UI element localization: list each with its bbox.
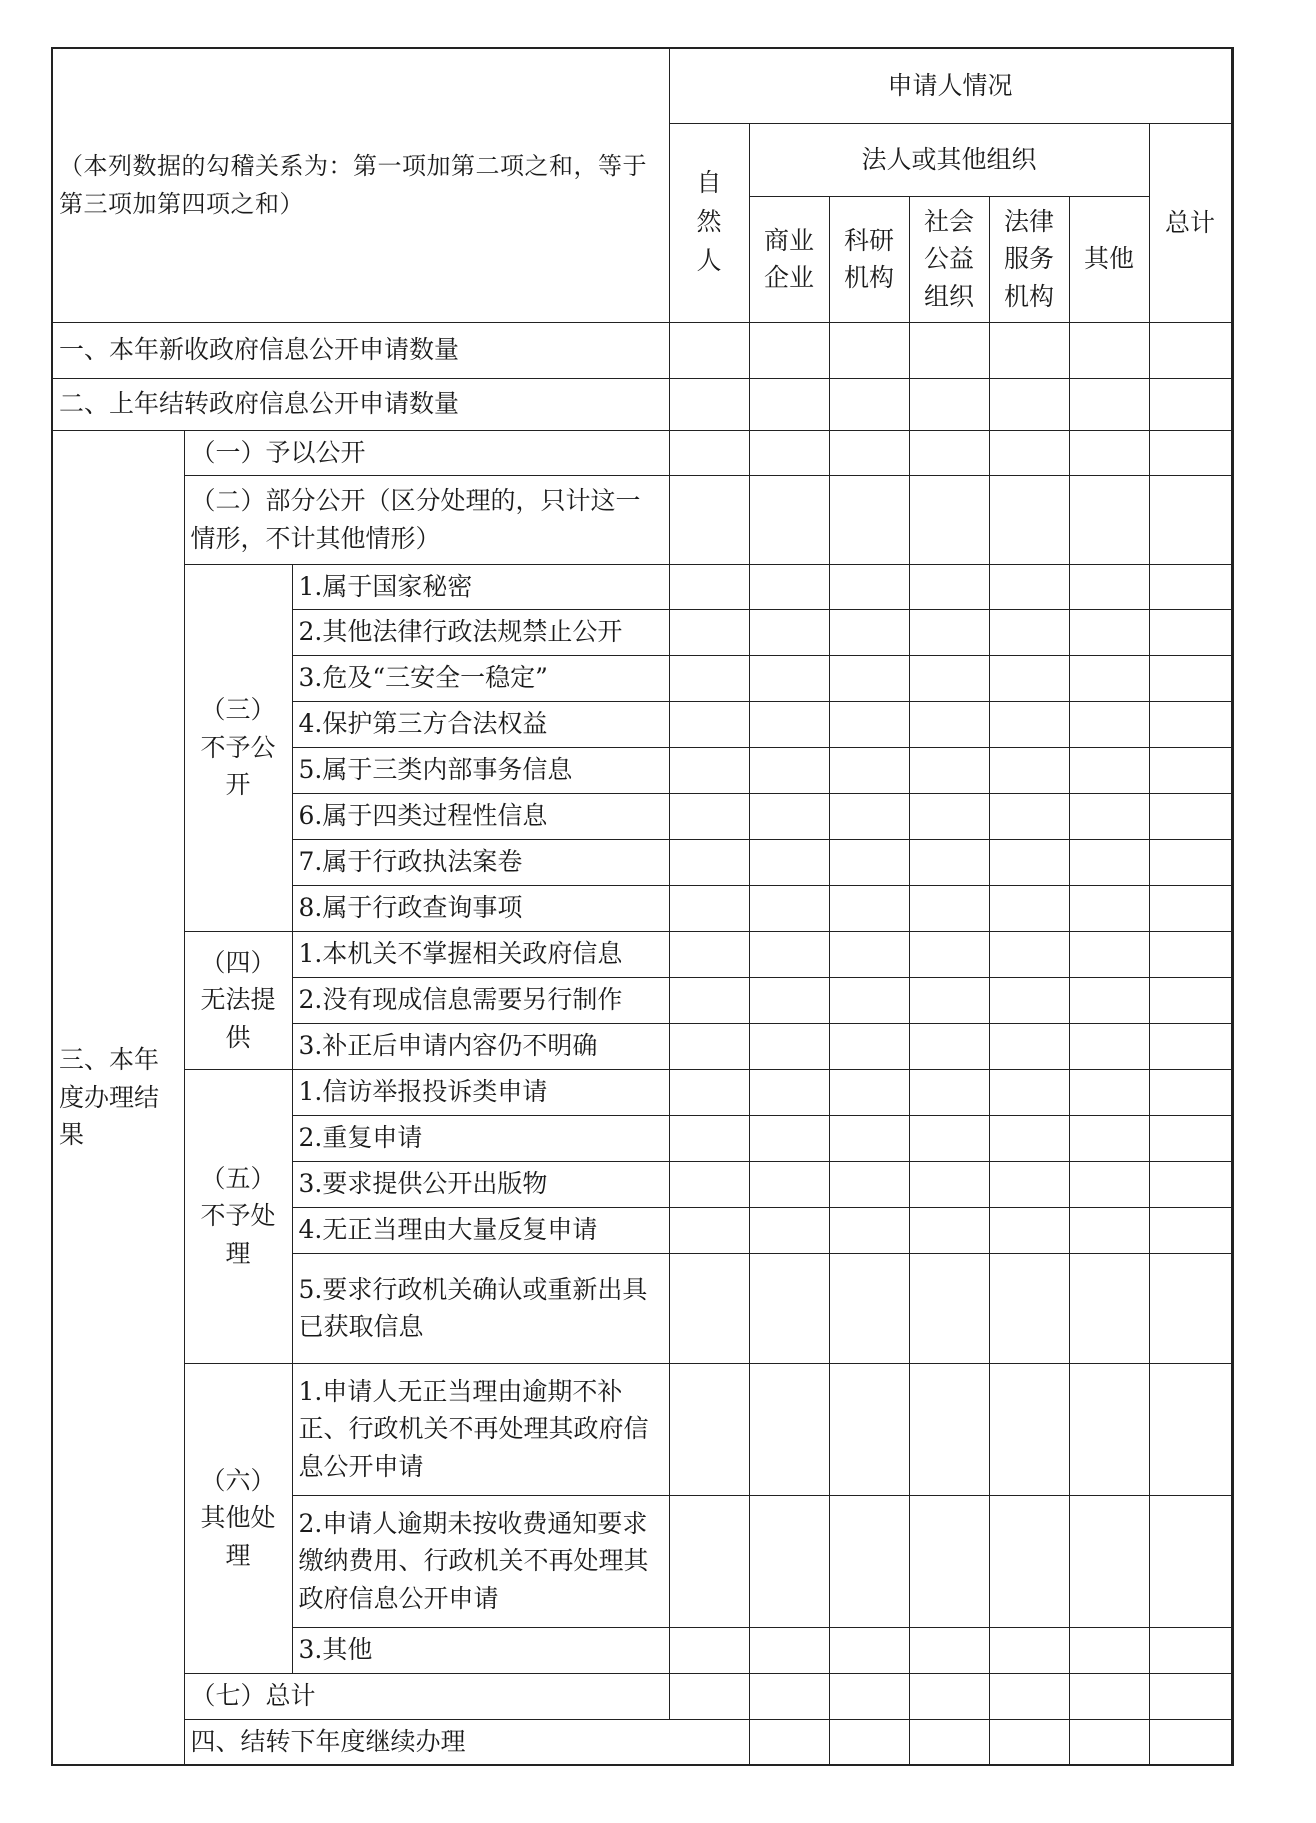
social-label: 社会公益组织 <box>924 206 975 311</box>
data-cell[interactable] <box>1069 1115 1149 1161</box>
data-cell[interactable] <box>909 430 989 475</box>
data-cell[interactable] <box>1149 378 1231 430</box>
data-cell[interactable] <box>1069 1207 1149 1253</box>
data-cell[interactable] <box>829 655 909 701</box>
data-cell[interactable] <box>1069 793 1149 839</box>
data-cell[interactable] <box>829 931 909 977</box>
data-cell[interactable] <box>829 839 909 885</box>
data-cell[interactable] <box>989 430 1069 475</box>
data-cell[interactable] <box>749 747 829 793</box>
data-cell[interactable] <box>669 1363 749 1495</box>
data-cell[interactable] <box>669 655 749 701</box>
data-cell[interactable] <box>829 977 909 1023</box>
row-label: 6.属于四类过程性信息 <box>292 793 669 839</box>
header-note-cell <box>52 48 669 322</box>
data-cell[interactable] <box>669 378 749 430</box>
data-cell[interactable] <box>749 1023 829 1069</box>
data-cell[interactable] <box>1149 977 1231 1023</box>
data-cell[interactable] <box>909 839 989 885</box>
group-6-text: （六）其他处理 <box>200 1465 276 1570</box>
data-cell[interactable] <box>749 564 829 609</box>
data-cell[interactable] <box>1149 430 1231 475</box>
other-header: 其他 <box>1069 196 1149 322</box>
row-label: 5.要求行政机关确认或重新出具已获取信息 <box>292 1253 669 1363</box>
data-cell[interactable] <box>1069 1627 1149 1673</box>
data-cell[interactable] <box>1149 1115 1231 1161</box>
data-cell[interactable] <box>989 1719 1069 1765</box>
row-label: （一）予以公开 <box>184 430 669 475</box>
natural-person-label: 自然人 <box>696 168 722 275</box>
data-cell[interactable] <box>1069 655 1149 701</box>
data-cell[interactable] <box>669 430 749 475</box>
data-cell[interactable] <box>669 1207 749 1253</box>
research-header <box>829 196 909 322</box>
data-cell[interactable] <box>1069 378 1149 430</box>
data-cell[interactable] <box>989 609 1069 655</box>
row-label: 2.重复申请 <box>292 1115 669 1161</box>
row-label: 1.属于国家秘密 <box>292 564 669 609</box>
data-cell[interactable] <box>909 977 989 1023</box>
row-label: （七）总计 <box>184 1673 669 1719</box>
group-3-text: （三）不予公开 <box>200 695 276 800</box>
data-cell[interactable] <box>749 839 829 885</box>
data-cell[interactable] <box>749 1161 829 1207</box>
data-cell[interactable] <box>1069 1161 1149 1207</box>
legal-service-label: 法律服务机构 <box>1004 206 1055 311</box>
data-cell[interactable] <box>1149 1719 1231 1765</box>
data-cell[interactable] <box>669 885 749 931</box>
data-cell[interactable] <box>909 475 989 564</box>
data-cell[interactable] <box>989 1253 1069 1363</box>
data-cell[interactable] <box>829 1627 909 1673</box>
data-cell[interactable] <box>989 793 1069 839</box>
data-cell[interactable] <box>909 1627 989 1673</box>
data-cell[interactable] <box>829 701 909 747</box>
data-cell[interactable] <box>829 1161 909 1207</box>
data-cell[interactable] <box>829 609 909 655</box>
row-label: 7.属于行政执法案卷 <box>292 839 669 885</box>
data-cell[interactable] <box>989 475 1069 564</box>
data-cell[interactable] <box>669 1627 749 1673</box>
data-cell[interactable] <box>1149 475 1231 564</box>
social-header <box>909 196 989 322</box>
data-cell[interactable] <box>1069 1023 1149 1069</box>
row-label: 2.没有现成信息需要另行制作 <box>292 977 669 1023</box>
data-cell[interactable] <box>1069 1495 1149 1627</box>
data-cell[interactable] <box>909 1023 989 1069</box>
data-cell[interactable] <box>749 609 829 655</box>
data-cell[interactable] <box>909 885 989 931</box>
data-cell[interactable] <box>989 1673 1069 1719</box>
data-cell[interactable] <box>669 609 749 655</box>
business-header <box>749 196 829 322</box>
row-label: 2.申请人逾期未按收费通知要求缴纳费用、行政机关不再处理其政府信息公开申请 <box>292 1495 669 1627</box>
data-cell[interactable] <box>1069 564 1149 609</box>
data-cell[interactable] <box>909 1161 989 1207</box>
data-cell[interactable] <box>749 1069 829 1115</box>
data-cell[interactable] <box>1231 1719 1233 1765</box>
business-label: 商业企业 <box>764 225 815 292</box>
data-cell[interactable] <box>1069 885 1149 931</box>
group-6-label <box>184 1363 292 1673</box>
data-cell[interactable] <box>909 655 989 701</box>
data-cell[interactable] <box>669 1161 749 1207</box>
data-cell[interactable] <box>909 1115 989 1161</box>
data-cell[interactable] <box>829 1069 909 1115</box>
data-cell[interactable] <box>989 977 1069 1023</box>
data-cell[interactable] <box>989 747 1069 793</box>
data-cell[interactable] <box>909 701 989 747</box>
data-cell[interactable] <box>829 1207 909 1253</box>
data-cell[interactable] <box>1149 322 1231 378</box>
data-cell[interactable] <box>669 701 749 747</box>
group-3-label <box>184 564 292 931</box>
data-cell[interactable] <box>1149 1161 1231 1207</box>
data-cell[interactable] <box>1149 564 1231 609</box>
data-cell[interactable] <box>989 564 1069 609</box>
legal-service-header <box>989 196 1069 322</box>
data-cell[interactable] <box>1069 977 1149 1023</box>
data-cell[interactable] <box>989 701 1069 747</box>
data-cell[interactable] <box>669 747 749 793</box>
data-cell[interactable] <box>749 378 829 430</box>
data-cell[interactable] <box>989 931 1069 977</box>
row-label: 二、上年结转政府信息公开申请数量 <box>52 378 669 430</box>
row-label: 一、本年新收政府信息公开申请数量 <box>52 322 669 378</box>
data-cell[interactable] <box>909 609 989 655</box>
row-label: 1.本机关不掌握相关政府信息 <box>292 931 669 977</box>
data-cell[interactable] <box>1069 747 1149 793</box>
applicant-status-header: 申请人情况 <box>669 48 1231 123</box>
data-cell[interactable] <box>1149 885 1231 931</box>
data-cell[interactable] <box>749 1363 829 1495</box>
data-cell[interactable] <box>1149 1023 1231 1069</box>
data-cell[interactable] <box>749 475 829 564</box>
data-cell[interactable] <box>669 1253 749 1363</box>
row-label: 8.属于行政查询事项 <box>292 885 669 931</box>
data-cell[interactable] <box>989 839 1069 885</box>
data-cell[interactable] <box>1149 1673 1231 1719</box>
data-cell[interactable] <box>909 1719 989 1765</box>
data-cell[interactable] <box>669 931 749 977</box>
row-label: 1.申请人无正当理由逾期不补正、行政机关不再处理其政府信息公开申请 <box>292 1363 669 1495</box>
data-cell[interactable] <box>1149 1253 1231 1363</box>
data-cell[interactable] <box>749 655 829 701</box>
legal-entity-header: 法人或其他组织 <box>749 123 1149 196</box>
data-cell[interactable] <box>1069 1673 1149 1719</box>
data-cell[interactable] <box>1069 1069 1149 1115</box>
data-cell[interactable] <box>1069 322 1149 378</box>
data-cell[interactable] <box>909 1207 989 1253</box>
row-label: 4.无正当理由大量反复申请 <box>292 1207 669 1253</box>
data-cell[interactable] <box>909 931 989 977</box>
data-cell[interactable] <box>989 1115 1069 1161</box>
row-label: 3.补正后申请内容仍不明确 <box>292 1023 669 1069</box>
row-label: 3.要求提供公开出版物 <box>292 1161 669 1207</box>
data-cell[interactable] <box>1149 931 1231 977</box>
data-cell[interactable] <box>989 1207 1069 1253</box>
data-cell[interactable] <box>669 1115 749 1161</box>
natural-person-header <box>669 123 749 322</box>
data-cell[interactable] <box>829 564 909 609</box>
data-cell[interactable] <box>1069 701 1149 747</box>
data-cell[interactable] <box>1149 1207 1231 1253</box>
data-cell[interactable] <box>829 475 909 564</box>
group-4-text: （四）无法提供 <box>200 947 276 1052</box>
data-cell[interactable] <box>909 1673 989 1719</box>
data-cell[interactable] <box>749 322 829 378</box>
data-cell[interactable] <box>1149 1627 1231 1673</box>
data-cell[interactable] <box>669 839 749 885</box>
data-cell[interactable] <box>829 1115 909 1161</box>
data-cell[interactable] <box>829 430 909 475</box>
data-cell[interactable] <box>669 793 749 839</box>
data-cell[interactable] <box>989 1495 1069 1627</box>
data-cell[interactable] <box>989 1363 1069 1495</box>
research-label: 科研机构 <box>844 225 895 292</box>
data-cell[interactable] <box>1149 1495 1231 1627</box>
data-cell[interactable] <box>749 1253 829 1363</box>
data-cell[interactable] <box>989 322 1069 378</box>
data-cell[interactable] <box>909 564 989 609</box>
data-cell[interactable] <box>1149 839 1231 885</box>
header-note: （本列数据的勾稽关系为：第一项加第二项之和，等于第三项加第四项之和） <box>59 152 647 219</box>
data-cell[interactable] <box>989 655 1069 701</box>
data-cell[interactable] <box>749 1207 829 1253</box>
data-cell[interactable] <box>1069 839 1149 885</box>
data-cell[interactable] <box>909 1495 989 1627</box>
data-cell[interactable] <box>669 1673 749 1719</box>
data-cell[interactable] <box>669 322 749 378</box>
total-header: 总计 <box>1149 123 1231 322</box>
data-cell[interactable] <box>1069 1719 1149 1765</box>
data-cell[interactable] <box>749 977 829 1023</box>
data-cell[interactable] <box>829 747 909 793</box>
data-cell[interactable] <box>989 378 1069 430</box>
data-cell[interactable] <box>749 430 829 475</box>
data-cell[interactable] <box>1149 1069 1231 1115</box>
data-cell[interactable] <box>1149 1363 1231 1495</box>
data-cell[interactable] <box>989 885 1069 931</box>
data-cell[interactable] <box>829 1719 909 1765</box>
data-cell[interactable] <box>749 931 829 977</box>
row-label: 四、结转下年度继续办理 <box>184 1719 749 1765</box>
data-cell[interactable] <box>1069 1363 1149 1495</box>
data-cell[interactable] <box>1149 793 1231 839</box>
data-cell[interactable] <box>909 793 989 839</box>
data-cell[interactable] <box>749 1495 829 1627</box>
data-cell[interactable] <box>829 1495 909 1627</box>
data-cell[interactable] <box>909 1069 989 1115</box>
data-cell[interactable] <box>1069 931 1149 977</box>
data-cell[interactable] <box>829 1023 909 1069</box>
data-cell[interactable] <box>749 1115 829 1161</box>
section-3-label <box>52 430 184 1765</box>
data-cell[interactable] <box>829 885 909 931</box>
data-cell[interactable] <box>829 793 909 839</box>
row-label: 4.保护第三方合法权益 <box>292 701 669 747</box>
row-label: 1.信访举报投诉类申请 <box>292 1069 669 1115</box>
data-cell[interactable] <box>669 475 749 564</box>
group-4-label <box>184 931 292 1069</box>
data-cell[interactable] <box>1069 475 1149 564</box>
data-cell[interactable] <box>989 1627 1069 1673</box>
section-3-text: 三、本年度办理结果 <box>59 1045 160 1149</box>
data-cell[interactable] <box>909 747 989 793</box>
data-cell[interactable] <box>749 793 829 839</box>
data-cell[interactable] <box>909 1363 989 1495</box>
data-cell[interactable] <box>669 977 749 1023</box>
data-cell[interactable] <box>1069 609 1149 655</box>
data-cell[interactable] <box>669 564 749 609</box>
group-5-label <box>184 1069 292 1363</box>
data-cell[interactable] <box>669 1023 749 1069</box>
row-label: （二）部分公开（区分处理的，只计这一情形，不计其他情形） <box>184 475 669 564</box>
data-cell[interactable] <box>829 322 909 378</box>
row-label: 3.其他 <box>292 1627 669 1673</box>
data-cell[interactable] <box>989 1069 1069 1115</box>
data-cell[interactable] <box>1149 747 1231 793</box>
data-cell[interactable] <box>749 1673 829 1719</box>
data-cell[interactable] <box>749 885 829 931</box>
gov-info-disclosure-table <box>51 47 1234 1766</box>
group-5-text: （五）不予处理 <box>200 1163 276 1268</box>
data-cell[interactable] <box>749 1627 829 1673</box>
data-cell[interactable] <box>749 701 829 747</box>
data-cell[interactable] <box>1069 1253 1149 1363</box>
data-cell[interactable] <box>749 1719 829 1765</box>
data-cell[interactable] <box>829 1253 909 1363</box>
data-cell[interactable] <box>989 1023 1069 1069</box>
data-cell[interactable] <box>909 322 989 378</box>
row-label: 3.危及“三安全一稳定” <box>292 655 669 701</box>
data-cell[interactable] <box>669 1069 749 1115</box>
data-cell[interactable] <box>909 378 989 430</box>
data-cell[interactable] <box>1149 701 1231 747</box>
row-label: 2.其他法律行政法规禁止公开 <box>292 609 669 655</box>
data-cell[interactable] <box>669 1495 749 1627</box>
data-cell[interactable] <box>1069 430 1149 475</box>
data-cell[interactable] <box>1149 655 1231 701</box>
data-cell[interactable] <box>909 1253 989 1363</box>
data-cell[interactable] <box>989 1161 1069 1207</box>
data-cell[interactable] <box>829 1363 909 1495</box>
row-label: 5.属于三类内部事务信息 <box>292 747 669 793</box>
data-cell[interactable] <box>829 378 909 430</box>
data-cell[interactable] <box>1149 609 1231 655</box>
data-cell[interactable] <box>829 1673 909 1719</box>
